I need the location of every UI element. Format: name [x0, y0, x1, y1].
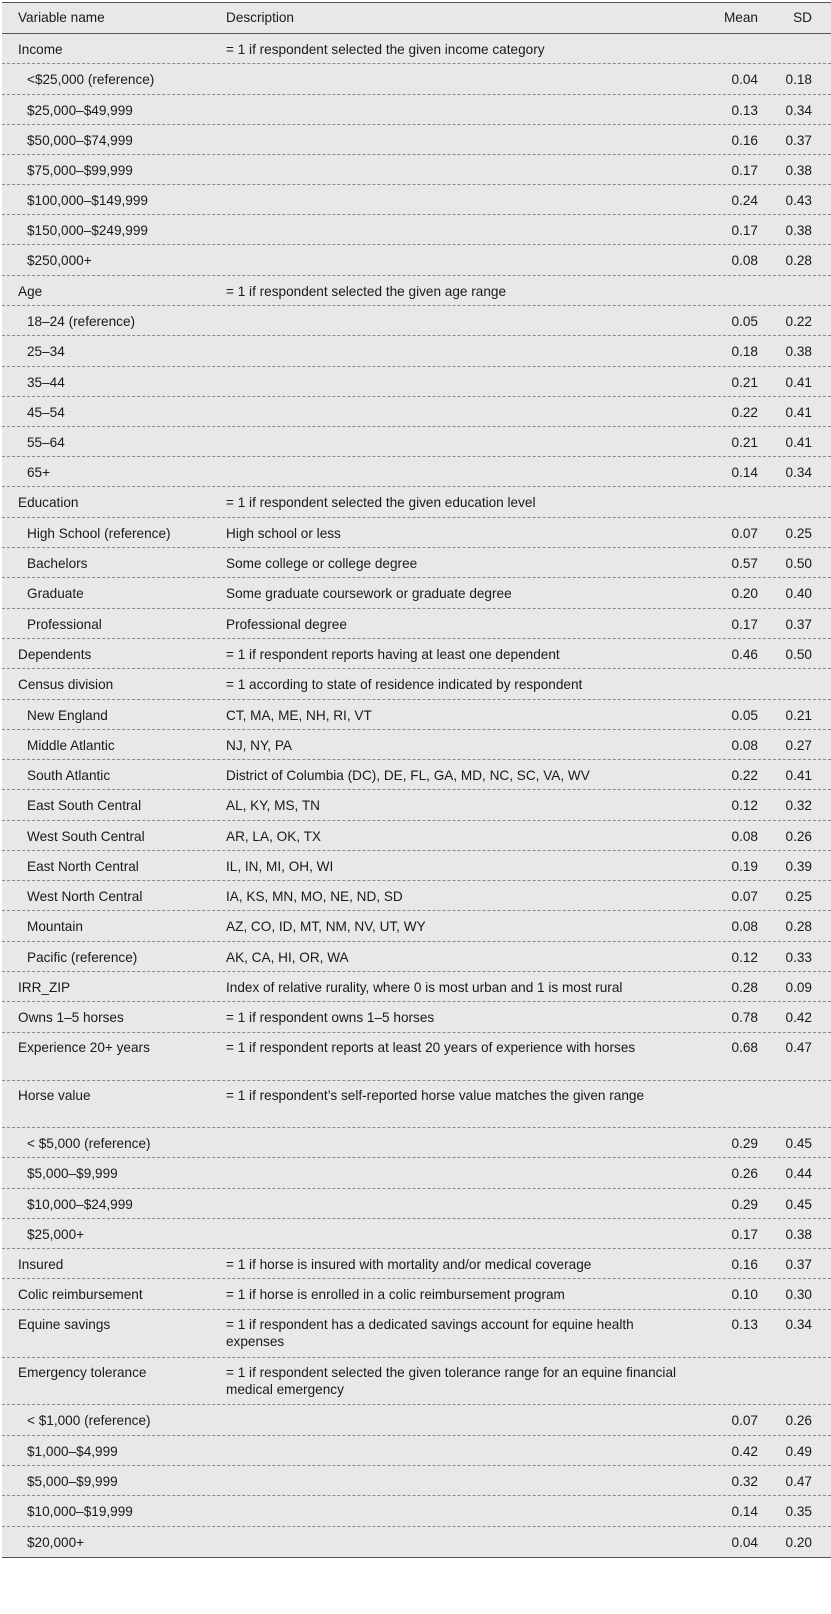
- cell-mean: 0.32: [731, 1474, 758, 1489]
- table-body: [2, 34, 831, 1557]
- cell-sd: 0.37: [785, 617, 812, 632]
- cell-description: = 1 if respondent reports at least 20 years of experience with horses: [226, 1040, 636, 1055]
- cell-description: IL, IN, MI, OH, WI: [226, 859, 334, 874]
- header-sd: SD: [793, 10, 812, 25]
- header-mean: Mean: [723, 10, 758, 25]
- cell-description: High school or less: [226, 526, 341, 541]
- cell-description: = 1 if respondent reports having at least one dependent: [226, 647, 560, 662]
- cell-mean: 0.04: [731, 72, 758, 87]
- table-row: [2, 730, 831, 760]
- cell-variable-name: 55–64: [27, 435, 65, 450]
- table-row: [2, 1358, 831, 1405]
- table-row: [2, 669, 831, 700]
- cell-variable-name: $100,000–$149,999: [27, 193, 148, 208]
- table-row: [2, 487, 831, 518]
- cell-mean: 0.21: [731, 375, 758, 390]
- cell-mean: 0.19: [731, 859, 758, 874]
- cell-variable-name: < $1,000 (reference): [27, 1413, 151, 1428]
- table-row: [2, 700, 831, 730]
- table-row: [2, 397, 831, 427]
- cell-mean: 0.12: [731, 798, 758, 813]
- cell-description: = 1 if respondent’s self-reported horse value matches the given range: [226, 1088, 645, 1103]
- cell-sd: 0.41: [785, 375, 812, 390]
- cell-sd: 0.09: [785, 980, 812, 995]
- cell-sd: 0.35: [785, 1504, 812, 1519]
- table-row: [2, 1496, 831, 1527]
- cell-variable-name: 65+: [27, 465, 51, 480]
- table-row: [2, 336, 831, 367]
- table-row: [2, 1436, 831, 1466]
- cell-variable-name: Owns 1–5 horses: [18, 1010, 124, 1025]
- cell-variable-name: Graduate: [27, 586, 84, 601]
- table-row: [2, 427, 831, 457]
- cell-sd: 0.34: [785, 103, 812, 118]
- table-row: [2, 1002, 831, 1033]
- cell-mean: 0.17: [731, 163, 758, 178]
- cell-variable-name: Age: [18, 284, 43, 299]
- table-row: [2, 457, 831, 487]
- cell-variable-name: 35–44: [27, 375, 65, 390]
- cell-variable-name: <$25,000 (reference): [27, 72, 155, 87]
- cell-sd: 0.33: [785, 950, 812, 965]
- cell-mean: 0.10: [731, 1287, 758, 1302]
- header-description: Description: [226, 10, 294, 25]
- table-row: [2, 1128, 831, 1158]
- cell-description: IA, KS, MN, MO, NE, ND, SD: [226, 889, 403, 904]
- cell-variable-name: $25,000+: [27, 1227, 85, 1242]
- cell-sd: 0.22: [785, 314, 812, 329]
- cell-sd: 0.38: [785, 1227, 812, 1242]
- table-row: [2, 367, 831, 397]
- cell-mean: 0.24: [731, 193, 758, 208]
- cell-description: = 1 if respondent selected the given age range: [226, 284, 507, 299]
- cell-sd: 0.37: [785, 1257, 812, 1272]
- cell-sd: 0.41: [785, 768, 812, 783]
- cell-variable-name: Income: [18, 42, 63, 57]
- cell-variable-name: Bachelors: [27, 556, 88, 571]
- summary-statistics-table: [2, 2, 831, 1558]
- cell-mean: 0.07: [731, 889, 758, 904]
- cell-sd: 0.49: [785, 1444, 812, 1459]
- cell-description: AL, KY, MS, TN: [226, 798, 320, 813]
- cell-mean: 0.13: [731, 1317, 758, 1332]
- table-row: [2, 1219, 831, 1249]
- cell-mean: 0.08: [731, 829, 758, 844]
- table-row: [2, 942, 831, 972]
- cell-mean: 0.08: [731, 919, 758, 934]
- table-row: [2, 1189, 831, 1219]
- table-row: [2, 881, 831, 911]
- cell-mean: 0.68: [731, 1040, 758, 1055]
- table-row: [2, 578, 831, 609]
- cell-variable-name: New England: [27, 708, 108, 723]
- cell-variable-name: 18–24 (reference): [27, 314, 136, 329]
- table-row: [2, 548, 831, 578]
- cell-mean: 0.22: [731, 405, 758, 420]
- cell-sd: 0.37: [785, 133, 812, 148]
- cell-mean: 0.04: [731, 1535, 758, 1550]
- cell-description: = 1 if respondent owns 1–5 horses: [226, 1010, 435, 1025]
- cell-variable-name: Horse value: [18, 1088, 91, 1103]
- cell-mean: 0.14: [731, 465, 758, 480]
- cell-variable-name: Pacific (reference): [27, 950, 138, 965]
- cell-variable-name: Emergency tolerance: [18, 1365, 147, 1380]
- cell-variable-name: $1,000–$4,999: [27, 1444, 118, 1459]
- cell-mean: 0.22: [731, 768, 758, 783]
- cell-sd: 0.28: [785, 919, 812, 934]
- table-row: [2, 1249, 831, 1279]
- table-row: [2, 1405, 831, 1436]
- cell-variable-name: Colic reimbursement: [18, 1287, 143, 1302]
- cell-variable-name: South Atlantic: [27, 768, 111, 783]
- cell-sd: 0.39: [785, 859, 812, 874]
- table-row: [2, 760, 831, 790]
- cell-mean: 0.16: [731, 1257, 758, 1272]
- cell-variable-name: Middle Atlantic: [27, 738, 115, 753]
- cell-sd: 0.28: [785, 253, 812, 268]
- table-row: [2, 1310, 831, 1358]
- cell-variable-name: 45–54: [27, 405, 65, 420]
- table-row: [2, 518, 831, 548]
- cell-sd: 0.21: [785, 708, 812, 723]
- cell-description: Some college or college degree: [226, 556, 418, 571]
- cell-mean: 0.14: [731, 1504, 758, 1519]
- cell-sd: 0.43: [785, 193, 812, 208]
- header-variable-name: Variable name: [18, 10, 105, 25]
- cell-mean: 0.05: [731, 708, 758, 723]
- cell-mean: 0.08: [731, 253, 758, 268]
- cell-variable-name: $5,000–$9,999: [27, 1474, 118, 1489]
- cell-sd: 0.47: [785, 1040, 812, 1055]
- table-row: [2, 155, 831, 185]
- cell-description: CT, MA, ME, NH, RI, VT: [226, 708, 372, 723]
- cell-sd: 0.40: [785, 586, 812, 601]
- cell-sd: 0.38: [785, 344, 812, 359]
- cell-sd: 0.34: [785, 1317, 812, 1332]
- cell-description: Some graduate coursework or graduate degree: [226, 586, 512, 601]
- cell-sd: 0.20: [785, 1535, 812, 1550]
- cell-description: District of Columbia (DC), DE, FL, GA, MD, NC, SC, VA, WV: [226, 768, 590, 783]
- cell-mean: 0.29: [731, 1136, 758, 1151]
- cell-mean: 0.16: [731, 133, 758, 148]
- table-header-row: [2, 3, 831, 34]
- cell-variable-name: Mountain: [27, 919, 83, 934]
- cell-sd: 0.18: [785, 72, 812, 87]
- table-row: [2, 1158, 831, 1189]
- cell-variable-name: Education: [18, 495, 79, 510]
- cell-mean: 0.05: [731, 314, 758, 329]
- cell-mean: 0.17: [731, 617, 758, 632]
- cell-mean: 0.17: [731, 1227, 758, 1242]
- table-row: [2, 34, 831, 64]
- cell-variable-name: Professional: [27, 617, 102, 632]
- table-row: [2, 276, 831, 306]
- cell-sd: 0.30: [785, 1287, 812, 1302]
- cell-description: = 1 if respondent has a dedicated savings account for equine health expenses: [226, 1317, 634, 1349]
- cell-variable-name: West North Central: [27, 889, 143, 904]
- cell-sd: 0.42: [785, 1010, 812, 1025]
- cell-sd: 0.34: [785, 465, 812, 480]
- cell-mean: 0.08: [731, 738, 758, 753]
- cell-mean: 0.29: [731, 1197, 758, 1212]
- cell-mean: 0.13: [731, 103, 758, 118]
- cell-mean: 0.28: [731, 980, 758, 995]
- cell-description: AR, LA, OK, TX: [226, 829, 321, 844]
- table-row: [2, 1527, 831, 1557]
- cell-variable-name: $75,000–$99,999: [27, 163, 133, 178]
- cell-sd: 0.32: [785, 798, 812, 813]
- cell-variable-name: $20,000+: [27, 1535, 85, 1550]
- cell-description: = 1 according to state of residence indicated by respondent: [226, 677, 583, 692]
- table-row: [2, 609, 831, 639]
- cell-mean: 0.07: [731, 1413, 758, 1428]
- cell-description: NJ, NY, PA: [226, 738, 292, 753]
- table-row: [2, 911, 831, 942]
- cell-sd: 0.50: [785, 556, 812, 571]
- cell-variable-name: East North Central: [27, 859, 139, 874]
- cell-mean: 0.57: [731, 556, 758, 571]
- cell-variable-name: East South Central: [27, 798, 142, 813]
- cell-variable-name: High School (reference): [27, 526, 171, 541]
- cell-variable-name: Equine savings: [18, 1317, 111, 1332]
- cell-description: = 1 if horse is enrolled in a colic reimbursement program: [226, 1287, 565, 1302]
- cell-sd: 0.38: [785, 223, 812, 238]
- cell-description: Professional degree: [226, 617, 347, 632]
- table-row: [2, 306, 831, 336]
- cell-mean: 0.42: [731, 1444, 758, 1459]
- cell-sd: 0.25: [785, 889, 812, 904]
- cell-description: = 1 if respondent selected the given tolerance range for an equine financial medical emergency: [226, 1365, 677, 1397]
- table-row: [2, 215, 831, 245]
- cell-mean: 0.20: [731, 586, 758, 601]
- cell-variable-name: Dependents: [18, 647, 92, 662]
- cell-mean: 0.21: [731, 435, 758, 450]
- cell-mean: 0.78: [731, 1010, 758, 1025]
- table-row: [2, 821, 831, 851]
- cell-sd: 0.45: [785, 1197, 812, 1212]
- cell-variable-name: Census division: [18, 677, 114, 692]
- cell-mean: 0.26: [731, 1166, 758, 1181]
- cell-variable-name: $150,000–$249,999: [27, 223, 148, 238]
- cell-description: AZ, CO, ID, MT, NM, NV, UT, WY: [226, 919, 426, 934]
- cell-sd: 0.50: [785, 647, 812, 662]
- table-row: [2, 1279, 831, 1310]
- cell-variable-name: Experience 20+ years: [18, 1040, 150, 1055]
- table-row: [2, 245, 831, 276]
- cell-variable-name: $10,000–$24,999: [27, 1197, 133, 1212]
- table-row: [2, 185, 831, 215]
- table-row: [2, 95, 831, 125]
- cell-variable-name: IRR_ZIP: [18, 980, 71, 995]
- cell-description: Index of relative rurality, where 0 is most urban and 1 is most rural: [226, 980, 623, 995]
- cell-variable-name: 25–34: [27, 344, 65, 359]
- cell-mean: 0.12: [731, 950, 758, 965]
- table-row: [2, 851, 831, 881]
- cell-sd: 0.47: [785, 1474, 812, 1489]
- cell-mean: 0.07: [731, 526, 758, 541]
- cell-description: = 1 if respondent selected the given income category: [226, 42, 545, 57]
- cell-description: AK, CA, HI, OR, WA: [226, 950, 349, 965]
- table-row: [2, 1033, 831, 1081]
- cell-sd: 0.25: [785, 526, 812, 541]
- table-row: [2, 64, 831, 95]
- cell-variable-name: $25,000–$49,999: [27, 103, 133, 118]
- cell-mean: 0.46: [731, 647, 758, 662]
- cell-variable-name: $10,000–$19,999: [27, 1504, 133, 1519]
- table-row: [2, 790, 831, 821]
- table-row: [2, 1466, 831, 1496]
- cell-sd: 0.26: [785, 1413, 812, 1428]
- cell-variable-name: $250,000+: [27, 253, 92, 268]
- table-row: [2, 125, 831, 155]
- cell-sd: 0.26: [785, 829, 812, 844]
- cell-sd: 0.44: [785, 1166, 812, 1181]
- cell-variable-name: $50,000–$74,999: [27, 133, 133, 148]
- cell-variable-name: Insured: [18, 1257, 64, 1272]
- cell-sd: 0.38: [785, 163, 812, 178]
- table-row: [2, 639, 831, 669]
- cell-variable-name: < $5,000 (reference): [27, 1136, 151, 1151]
- cell-description: = 1 if horse is insured with mortality and/or medical coverage: [226, 1257, 592, 1272]
- cell-variable-name: West South Central: [27, 829, 145, 844]
- cell-variable-name: $5,000–$9,999: [27, 1166, 118, 1181]
- cell-sd: 0.45: [785, 1136, 812, 1151]
- table-row: [2, 1081, 831, 1128]
- cell-mean: 0.18: [731, 344, 758, 359]
- cell-description: = 1 if respondent selected the given education level: [226, 495, 536, 510]
- cell-sd: 0.41: [785, 435, 812, 450]
- cell-sd: 0.27: [785, 738, 812, 753]
- cell-mean: 0.17: [731, 223, 758, 238]
- cell-sd: 0.41: [785, 405, 812, 420]
- table-row: [2, 972, 831, 1002]
